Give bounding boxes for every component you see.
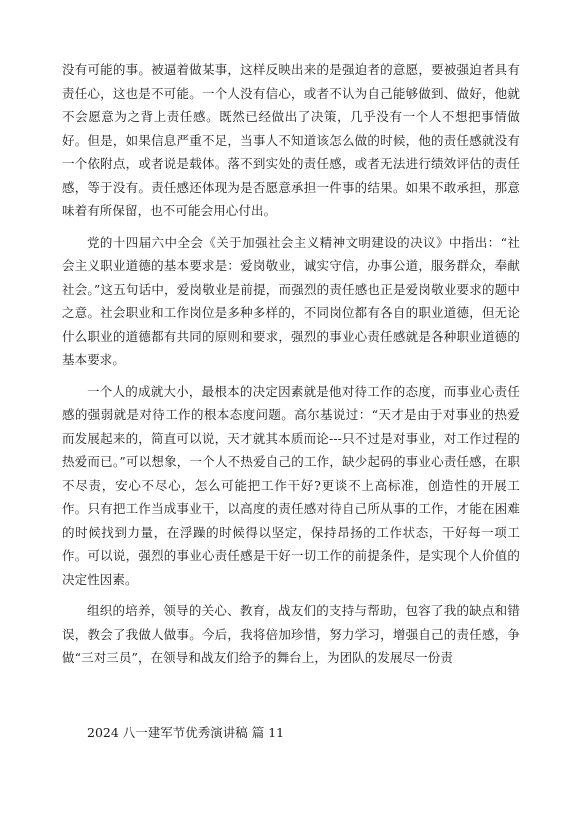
document-body <box>62 58 520 678</box>
paragraph-continuation: 没有可能的事。被逼着做某事，这样反映出来的是强迫者的意愿，要被强迫者具有责任心，这也是不可能。一个人没有信心，或者不认为自己能够做到、做好，他就不会愿意为之背上责任感。既然已经做出了决策，几乎没有一个人不想把事情做好。但是，如果信息严重不足，当事人不知道该怎么做的时候，他的责任感就没有一个依附点，或者说是载体。落不到实处的责任感，或者无法进行绩效评估的责任感，等于没有。责任感还体现为是否愿意承担一件事的结果。如果不敢承担，那意味着有所保留，也不可能会用心付出。 <box>62 62 520 218</box>
paragraph-party-resolution: 党的十四届六中全会《关于加强社会主义精神文明建设的决议》中指出：“社会主义职业道德的基本要求是：爱岗敬业，诚实守信，办事公道，服务群众，奉献社会。”这五句话中，爱岗敬业是前提，而强烈的责任感也正是爱岗敬业要求的题中之意。社会职业和工作岗位是多种多样的，不同岗位都有各自的职业道德，但无论什么职业的道德都有共同的原则和要求，强烈的事业心责任感就是各种职业道德的基本要求。 <box>62 234 520 367</box>
section-title: 2024 八一建军节优秀演讲稿 篇 11 <box>87 725 285 740</box>
paragraph-organization-thanks: 组织的培养，领导的关心、教育，战友们的支持与帮助，包容了我的缺点和错误，教会了我做人做事。今后，我将倍加珍惜，努力学习，增强自己的责任感，争做“三对三员”，在领导和战友们给予的舞台上，为团队的发展尽一份责 <box>62 603 520 665</box>
paragraph-achievement-attitude: 一个人的成就大小，最根本的决定因素就是他对待工作的态度，而事业心责任感的强弱就是对待工作的根本态度问题。高尔基说过：“天才是由于对事业的热爱而发展起来的，简直可以说，天才就其本质而论---只不过是对事业，对工作过程的热爱而已。”可以想象，一个人不热爱自己的工作，缺少起码的事业心责任感，在职不尽责，安心不尽心，怎么可能把工作干好?更谈不上高标准，创造性的开展工作。只有把工作当成事业干，以高度的责任感对待自己所从事的工作，才能在困难的时候找到力量，在浮躁的时候得以坚定，保持昂扬的工作状态，干好每一项工作。可以说，强烈的事业心责任感是干好一切工作的前提条件，是实现个人价值的决定性因素。 <box>62 383 520 587</box>
